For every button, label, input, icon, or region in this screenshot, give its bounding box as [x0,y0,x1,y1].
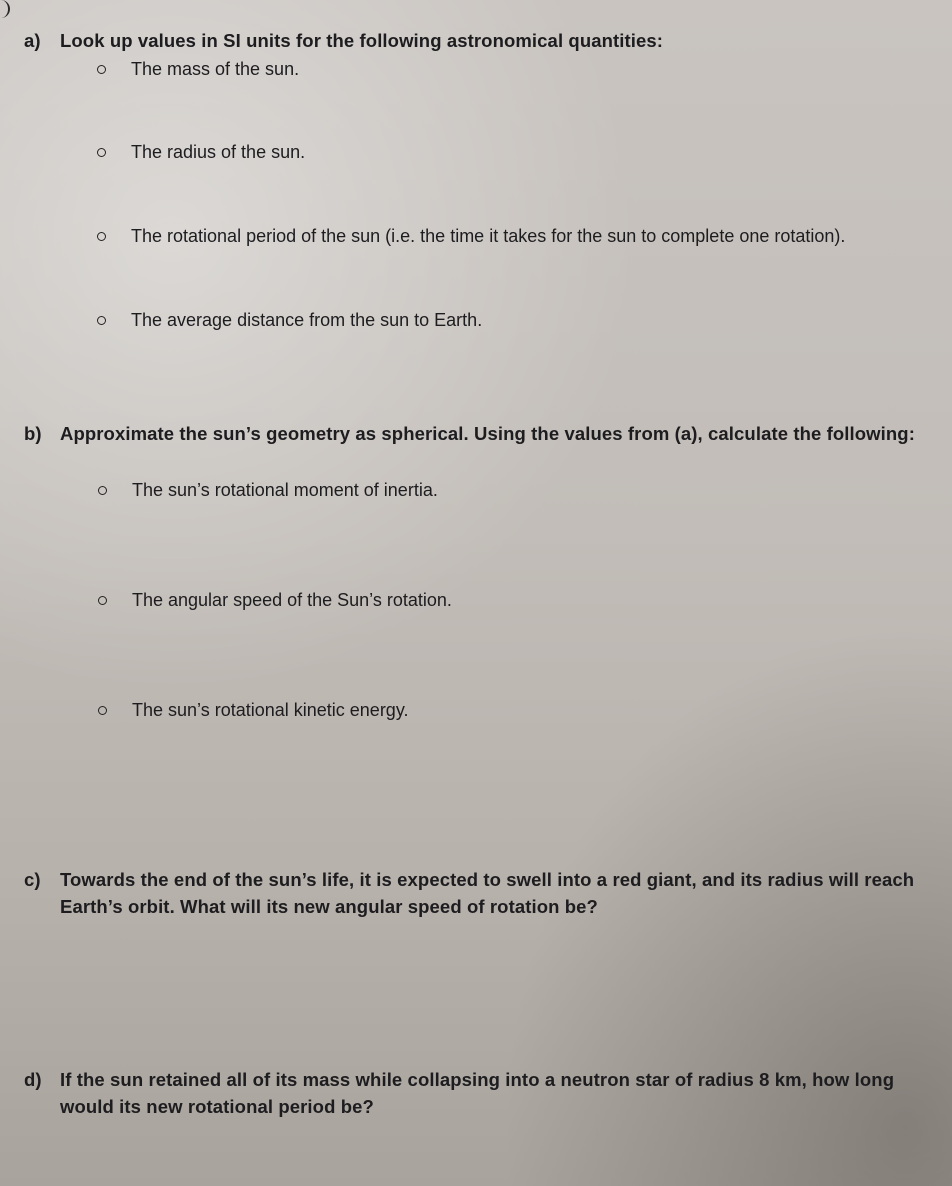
bullet-icon [97,232,106,241]
question-b-item-2-text: The angular speed of the Sun’s rotation. [132,590,452,610]
page-edge-mark [0,0,10,18]
bullet-icon [98,486,107,495]
question-a-item-4-text: The average distance from the sun to Earth. [131,310,483,330]
bullet-icon [97,316,106,325]
question-d-line-1: If the sun retained all of its mass while collapsing into a neutron star of radius 8 km, how long [60,1069,895,1090]
question-c-line-1: Towards the end of the sun’s life, it is expected to swell into a red giant, and its radius will reach [60,869,915,890]
question-d-letter: d) [24,1069,42,1090]
bullet-icon [97,65,106,74]
bullet-icon [97,148,106,157]
question-a-item-2-text: The radius of the sun. [131,142,306,162]
bullet-icon [98,596,107,605]
question-a-item-3-text: The rotational period of the sun (i.e. the time it takes for the sun to complete one rotation). [131,226,846,246]
bullet-icon [98,706,107,715]
question-b-letter: b) [24,423,42,444]
question-c-line-2: Earth’s orbit. What will its new angular speed of rotation be? [60,896,598,917]
question-d-line-2: would its new rotational period be? [60,1096,374,1117]
question-b-text: Approximate the sun’s geometry as spherical. Using the values from (a), calculate the following: [60,423,915,444]
question-b-item-1-text: The sun’s rotational moment of inertia. [132,480,438,500]
question-b-item-3-text: The sun’s rotational kinetic energy. [132,700,409,720]
question-c-letter: c) [24,869,41,890]
question-a-letter: a) [24,30,41,51]
question-a-text: Look up values in SI units for the following astronomical quantities: [60,30,664,51]
question-a-item-1-text: The mass of the sun. [131,59,300,79]
